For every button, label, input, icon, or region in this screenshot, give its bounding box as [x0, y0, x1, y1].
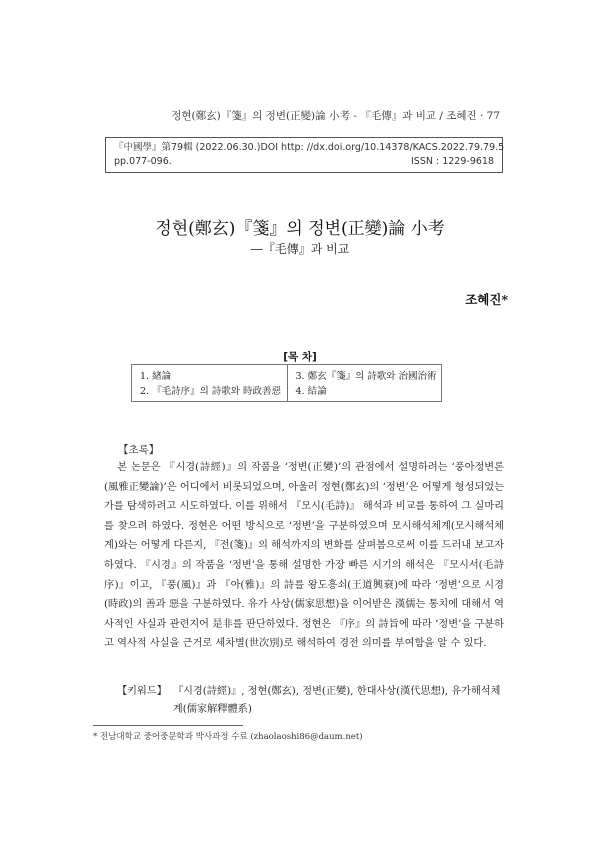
- journal-meta-box: [105, 137, 503, 173]
- doi-link[interactable]: DOI http: //dx.doi.org/10.14378/KACS.2022.79.79.5: [260, 142, 505, 153]
- journal-citation: 『中國學』第79輯 (2022.06.30.): [114, 142, 261, 153]
- running-header: 정현(鄭玄)『箋』의 정변(正變)論 小考 - 『毛傳』과 비교 / 조혜진 · 77: [171, 110, 500, 122]
- toc-item[interactable]: 1. 緖論: [140, 371, 172, 382]
- toc-right-column: [287, 365, 442, 401]
- toc-item[interactable]: 4. 結論: [295, 386, 327, 397]
- issn: ISSN : 1229-9618: [411, 156, 494, 167]
- keywords-label: 【키워드】: [117, 686, 167, 697]
- abstract-text: 본 논문은 『시경(詩經)』의 작품을 ‘정변(正變)’의 관점에서 설명하려는 ‘풍아정변론(風雅正變論)’은 어디에서 비롯되었으며, 아울러 정현(鄭玄)의 ‘정변’은 어떻게 형성되었는가를 탐색하려고 시도하였다. 이를 위해서 『모시(毛詩)』 해석과 비교를 통하여 그 실마리를 찾으려 하였다. 정현은 어떤 방식으로 ‘정변’을 구분하였으며 모시해석체계(모시해석체계)와는 어떻게 다른지, 『전(箋)』의 해석까지의 변화를 살펴봄으로써 이를 드러내 보고자 하였다. 『시경』의 작품을 ‘정변’을 통해 설명한 가장 빠른 시기의 해석은 『모시서(毛詩序)』이고, 『풍(風)』과 『아(雅)』의 詩를 왕도흥쇠(王道興衰)에 따라 ‘정변’으로 시경(時政)의 善과 惡을 구분하였다. 유가 사상(儒家思想)을 이어받은 漢儒는 통치에 대해서 역사적인 사실과 관련지어 是非를 판단하였다. 정현은 『序』의 詩旨에 따라 ‘정변’을 구분하고 역사적 사실을 근거로 세차별(世次別)로 해석하여 경전 의미를 부여함을 알 수 있다.: [104, 462, 504, 650]
- page-range: pp.077-096.: [114, 156, 172, 167]
- abstract-label: 【초록】: [118, 444, 160, 456]
- table-of-contents: [131, 364, 442, 402]
- footnote: * 전남대학교 중어중문학과 박사과정 수료 (zhaolaoshi86@daum.net): [93, 732, 363, 742]
- meta-row-bottom: [114, 155, 494, 169]
- toc-item[interactable]: 3. 鄭玄『箋』의 詩歌와 治國治術: [295, 371, 437, 382]
- author-name: 조혜진*: [465, 292, 508, 307]
- toc-item[interactable]: 2. 『毛詩序』의 詩歌와 時政善惡: [140, 386, 281, 397]
- toc-left-column: [132, 365, 287, 401]
- footnote-divider: [93, 725, 243, 726]
- toc-heading: [목 차]: [283, 351, 317, 363]
- keywords-text: 『시경(詩經)』, 정현(鄭玄), 정변(正變), 한대사상(漢代思想), 유가해석체계(儒家解釋體系): [172, 686, 501, 715]
- paper-title: 정현(鄭玄)『箋』의 정변(正變)論 小考: [155, 219, 445, 239]
- keywords: [117, 683, 507, 719]
- paper-subtitle: ―『毛傳』과 비교: [250, 242, 350, 256]
- meta-row-top: [114, 141, 505, 155]
